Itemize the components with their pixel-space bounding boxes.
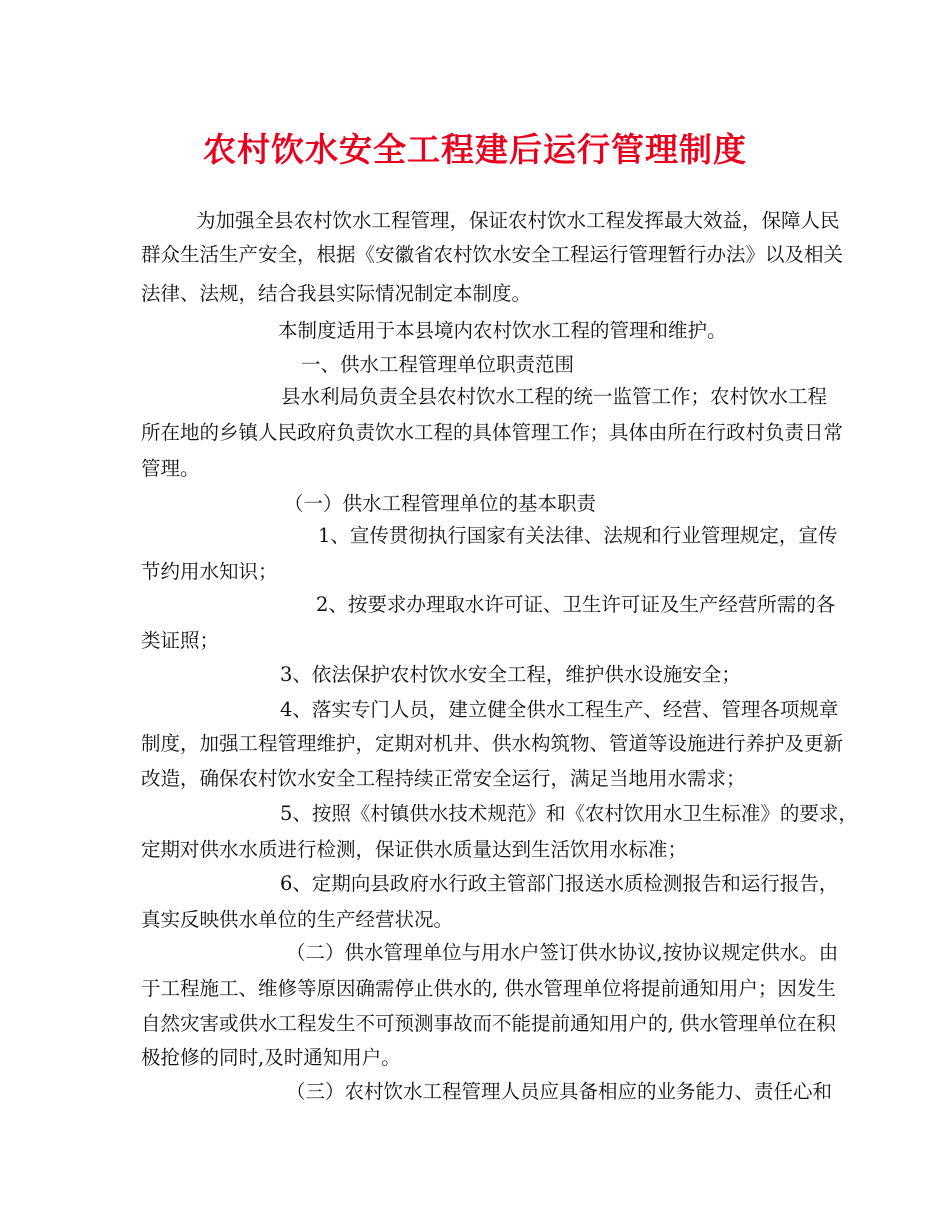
paragraph-line: 县水利局负责全县农村饮水工程的统一监管工作；农村饮水工程: [281, 385, 828, 408]
paragraph-line: 群众生活生产安全，根据《安徽省农村饮水安全工程运行管理暂行办法》以及相关: [141, 243, 844, 266]
paragraph-line: 极抢修的同时,及时通知用户。: [141, 1046, 401, 1069]
subsection-heading: （一）供水工程管理单位的基本职责: [284, 492, 597, 515]
list-item: 6、定期向县政府水行政主管部门报送水质检测报告和运行报告，: [280, 872, 839, 895]
list-item-continuation: 改造，确保农村饮水安全工程持续正常安全运行，满足当地用水需求；: [141, 767, 746, 790]
paragraph-line: 管理。: [141, 457, 200, 480]
list-item-continuation: 定期对供水水质进行检测，保证供水质量达到生活饮用水标准；: [141, 838, 688, 861]
paragraph-line: 为加强全县农村饮水工程管理，保证农村饮水工程发挥最大效益，保障人民: [196, 209, 840, 232]
document-title: 农村饮水安全工程建后运行管理制度: [203, 130, 747, 169]
list-item: 3、依法保护农村饮水安全工程，维护供水设施安全；: [280, 663, 741, 686]
list-item: 5、按照《村镇供水技术规范》和《农村饮用水卫生标准》的要求，: [280, 802, 858, 825]
list-item: 1、宣传贯彻执行国家有关法律、法规和行业管理规定，宣传: [318, 524, 838, 547]
paragraph-line: 所在地的乡镇人民政府负责饮水工程的具体管理工作；具体由所在行政村负责日常: [141, 421, 844, 444]
paragraph-line: （二）供水管理单位与用水户签订供水协议,按协议规定供水。由: [286, 941, 839, 964]
list-item: 2、按要求办理取水许可证、卫生许可证及生产经营所需的各: [316, 593, 836, 616]
list-item-continuation: 节约用水知识；: [141, 560, 278, 583]
paragraph-line: 自然灾害或供水工程发生不可预测事故而不能提前通知用户的, 供水管理单位在积: [141, 1012, 836, 1035]
list-item-continuation: 制度，加强工程管理维护，定期对机井、供水构筑物、管道等设施进行养护及更新: [141, 732, 844, 755]
list-item-continuation: 类证照；: [141, 629, 220, 652]
list-item: 4、落实专门人员，建立健全供水工程生产、经营、管理各项规章: [280, 698, 839, 721]
paragraph-line: 本制度适用于本县境内农村饮水工程的管理和维护。: [278, 319, 727, 342]
paragraph-line: 法律、法规，结合我县实际情况制定本制度。: [141, 282, 532, 305]
list-item-continuation: 真实反映供水单位的生产经营状况。: [141, 908, 454, 931]
paragraph-line: 于工程施工、维修等原因确需停止供水的, 供水管理单位将提前通知用户；因发生: [141, 977, 836, 1000]
section-heading: 一、供水工程管理单位职责范围: [301, 353, 575, 376]
paragraph-line: （三）农村饮水工程管理人员应具备相应的业务能力、责任心和: [286, 1080, 833, 1103]
